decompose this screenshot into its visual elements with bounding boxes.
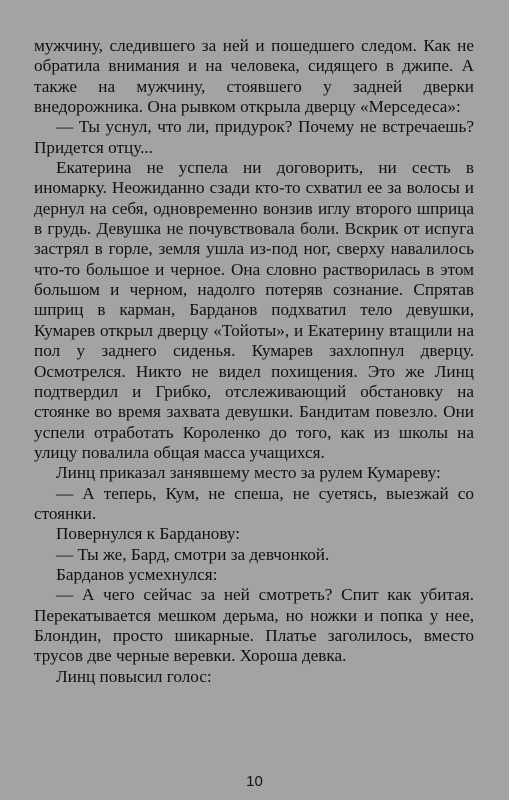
page-number: 10 <box>246 773 263 790</box>
page-body-text <box>34 36 474 687</box>
paragraph: — А чего сейчас за ней смотреть? Спит как убитая. Перекатывается мешком дерьма, но ножки и попка у нее, Блондин, просто шикарные. Платье заголилось, вместо трусов две черные веревки. Хороша девка. <box>34 585 474 666</box>
paragraph: Барданов усмехнулся: <box>56 564 218 584</box>
paragraph: мужчину, следившего за ней и пошедшего следом. Как не обратила внимания и на человека, сидящего в джипе. А также на мужчину, стоявшего у задней дверки внедорожника. Она рывком открыла дверцу «Мерседеса»: <box>34 36 474 117</box>
paragraph: — Ты же, Бард, смотри за девчонкой. <box>56 544 330 564</box>
paragraph: Повернулся к Барданову: <box>56 524 241 544</box>
paragraph: Линц повысил голос: <box>56 666 212 686</box>
paragraph: — Ты уснул, что ли, придурок? Почему не встречаешь? Придется отцу... <box>34 117 474 157</box>
paragraph: — А теперь, Кум, не спеша, не суетясь, выезжай со стоянки. <box>34 483 474 523</box>
paragraph: Линц приказал занявшему место за рулем Кумареву: <box>56 463 441 483</box>
paragraph: Екатерина не успела ни договорить, ни сесть в иномарку. Неожиданно сзади кто-то схватил ее за волосы и дернул на себя, одновременно вонзив иглу второго шприца в грудь. Девушка не почувствовала боли. Вскрик от испуга застрял в горле, земля ушла из-под ног, сверху навалилось что-то большое и черное. Она словно растворилась в этом большом и черном, надолго потеряв сознание. Спрятав шприц в карман, Барданов подхватил тело девушки, Кумарев открыл дверцу «Тойоты», и Екатерину втащили на пол у заднего сиденья. Кумарев захлопнул дверцу. Осмотрелся. Никто не видел похищения. Это же Линц подтвердил и Грибко, отслеживающий обстановку на стоянке во время захвата девушки. Бандитам повезло. Они успели отработать Короленко до того, как из школы на улицу повалила общая масса учащихся. <box>34 158 474 462</box>
